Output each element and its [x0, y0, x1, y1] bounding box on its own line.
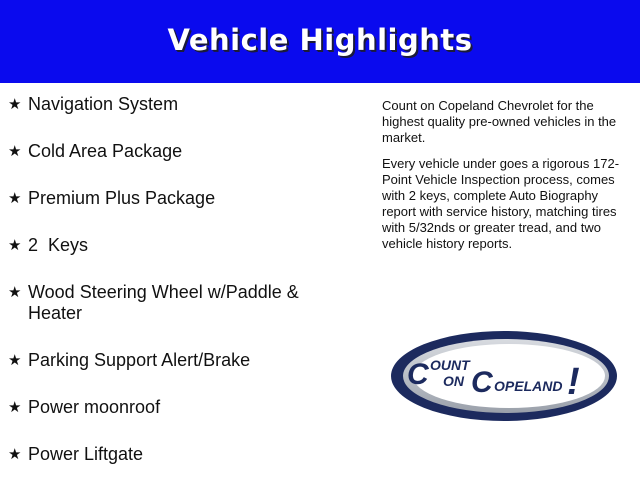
highlight-text: Navigation System	[28, 94, 179, 114]
list-item	[8, 282, 338, 324]
highlight-text: Cold Area Package	[28, 141, 183, 161]
star-icon: ★	[8, 446, 22, 463]
star-icon: ★	[8, 237, 22, 254]
highlight-text: Premium Plus Package	[28, 188, 216, 208]
logo-ount: OUNT	[430, 357, 470, 373]
logo-on: ON	[443, 373, 464, 389]
star-icon: ★	[8, 190, 22, 207]
logo-opeland: OPELAND	[494, 378, 563, 394]
highlight-text: Power Liftgate	[28, 444, 144, 464]
list-item	[8, 188, 338, 209]
highlight-text: 2 Keys	[28, 235, 89, 255]
star-icon: ★	[8, 96, 22, 113]
list-item	[8, 141, 338, 162]
highlight-text: Parking Support Alert/Brake	[28, 350, 251, 370]
list-item	[8, 397, 338, 418]
logo-c2: C	[471, 366, 493, 399]
list-item	[8, 94, 338, 115]
page-title: Vehicle Highlights	[167, 22, 473, 57]
logo-graphic	[389, 328, 619, 424]
list-item	[8, 444, 338, 465]
count-on-copeland-logo	[389, 328, 619, 424]
highlight-text: Power moonroof	[28, 397, 161, 417]
star-icon: ★	[8, 399, 22, 416]
star-icon: ★	[8, 284, 22, 301]
logo-exclaim: !	[567, 361, 580, 403]
star-icon: ★	[8, 352, 22, 369]
info-paragraph: Every vehicle under goes a rigorous 172-Point Vehicle Inspection process, comes with 2 keys, complete Auto Biography report with service history, matching tires with 5/32nds or greater tread, and two vehicle history reports.	[382, 156, 620, 251]
header-banner	[0, 0, 640, 83]
highlight-text: Wood Steering Wheel w/Paddle & Heater	[28, 282, 299, 323]
dealer-info	[382, 98, 632, 262]
info-paragraph: Count on Copeland Chevrolet for the highest quality pre-owned vehicles in the market.	[382, 98, 617, 145]
list-item	[8, 235, 338, 256]
list-item	[8, 350, 338, 371]
star-icon: ★	[8, 143, 22, 160]
logo-c1: C	[407, 358, 429, 391]
